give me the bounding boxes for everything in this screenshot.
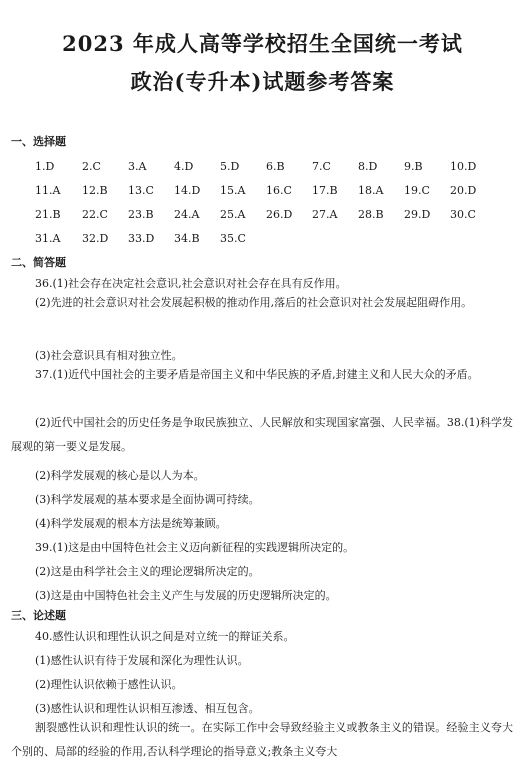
- choice-answer: 12.B: [82, 184, 108, 197]
- answer-40-3: (3)感性认识和理性认识相互渗透、相互包含。: [35, 702, 260, 715]
- page-title: 2023 年成人高等学校招生全国统一考试: [62, 31, 463, 56]
- answer-38-3: (3)科学发展观的基本要求是全面协调可持续。: [35, 493, 260, 506]
- choice-answer: 24.A: [174, 208, 200, 221]
- section-heading-short-answer: 二、简答题: [11, 256, 66, 269]
- answer-36-1: 36.(1)社会存在决定社会意识,社会意识对社会存在具有反作用。: [35, 277, 347, 290]
- choice-answer: 6.B: [266, 160, 285, 173]
- choice-answer: 19.C: [404, 184, 430, 197]
- choice-answer: 23.B: [128, 208, 154, 221]
- choice-answer: 28.B: [358, 208, 384, 221]
- choice-answer: 16.C: [266, 184, 292, 197]
- choice-answer: 7.C: [312, 160, 331, 173]
- answer-38-4: (4)科学发展观的根本方法是统筹兼顾。: [35, 517, 227, 530]
- answer-40-2: (2)理性认识依赖于感性认识。: [35, 678, 183, 691]
- choice-answer: 11.A: [35, 184, 61, 197]
- answer-40-1: (1)感性认识有待于发展和深化为理性认识。: [35, 654, 249, 667]
- answer-37-1: 37.(1)近代中国社会的主要矛盾是帝国主义和中华民族的矛盾,封建主义和人民大众的矛盾。: [35, 368, 479, 381]
- choice-answer: 3.A: [128, 160, 147, 173]
- choice-answer: 4.D: [174, 160, 194, 173]
- choice-answer: 26.D: [266, 208, 293, 221]
- choice-answer: 31.A: [35, 232, 61, 245]
- choice-answer: 22.C: [82, 208, 108, 221]
- answer-40-4: 割裂感性认识和理性认识的统一。在实际工作中会导致经验主义或教条主义的错误。经验主义夸大个别的、局部的经验的作用,否认科学理论的指导意义;教条主义夸大: [11, 721, 513, 758]
- answer-38-2: (2)科学发展观的核心是以人为本。: [35, 469, 205, 482]
- choice-answer: 5.D: [220, 160, 240, 173]
- page-subtitle: 政治(专升本)试题参考答案: [130, 69, 395, 94]
- choice-answer: 9.B: [404, 160, 423, 173]
- answer-36-3: (3)社会意识具有相对独立性。: [35, 349, 183, 362]
- choice-answer: 1.D: [35, 160, 55, 173]
- choice-answer: 17.B: [312, 184, 338, 197]
- answer-36-2: (2)先进的社会意识对社会发展起积极的推动作用,落后的社会意识对社会发展起阻碍作用。: [35, 296, 473, 309]
- choice-answer: 14.D: [174, 184, 201, 197]
- choice-answer: 15.A: [220, 184, 246, 197]
- choice-answer: 27.A: [312, 208, 338, 221]
- choice-answer: 33.D: [128, 232, 155, 245]
- section-heading-choice: 一、选择题: [11, 135, 66, 148]
- answer-39-2: (2)这是由科学社会主义的理论逻辑所决定的。: [35, 565, 260, 578]
- answer-40-intro: 40.感性认识和理性认识之间是对立统一的辩证关系。: [35, 630, 295, 643]
- answer-39-3: (3)这是由中国特色社会主义产生与发展的历史逻辑所决定的。: [35, 589, 337, 602]
- answer-37-2: (2)近代中国社会的历史任务是争取民族独立、人民解放和实现国家富强、人民幸福。38.(1)科学发展观的第一要义是发展。: [11, 416, 513, 453]
- choice-answer: 21.B: [35, 208, 61, 221]
- section-heading-essay: 三、论述题: [11, 609, 66, 622]
- choice-answer: 8.D: [358, 160, 378, 173]
- choice-answer: 13.C: [128, 184, 154, 197]
- answer-39-1: 39.(1)这是由中国特色社会主义迈向新征程的实践逻辑所决定的。: [35, 541, 355, 554]
- choice-answer: 10.D: [450, 160, 477, 173]
- choice-answer: 20.D: [450, 184, 477, 197]
- choice-answer: 18.A: [358, 184, 384, 197]
- choice-answer: 29.D: [404, 208, 431, 221]
- choice-answer: 2.C: [82, 160, 101, 173]
- choice-answer: 30.C: [450, 208, 476, 221]
- choice-answer: 34.B: [174, 232, 200, 245]
- choice-answer: 35.C: [220, 232, 246, 245]
- choice-answer: 32.D: [82, 232, 109, 245]
- choice-answer: 25.A: [220, 208, 246, 221]
